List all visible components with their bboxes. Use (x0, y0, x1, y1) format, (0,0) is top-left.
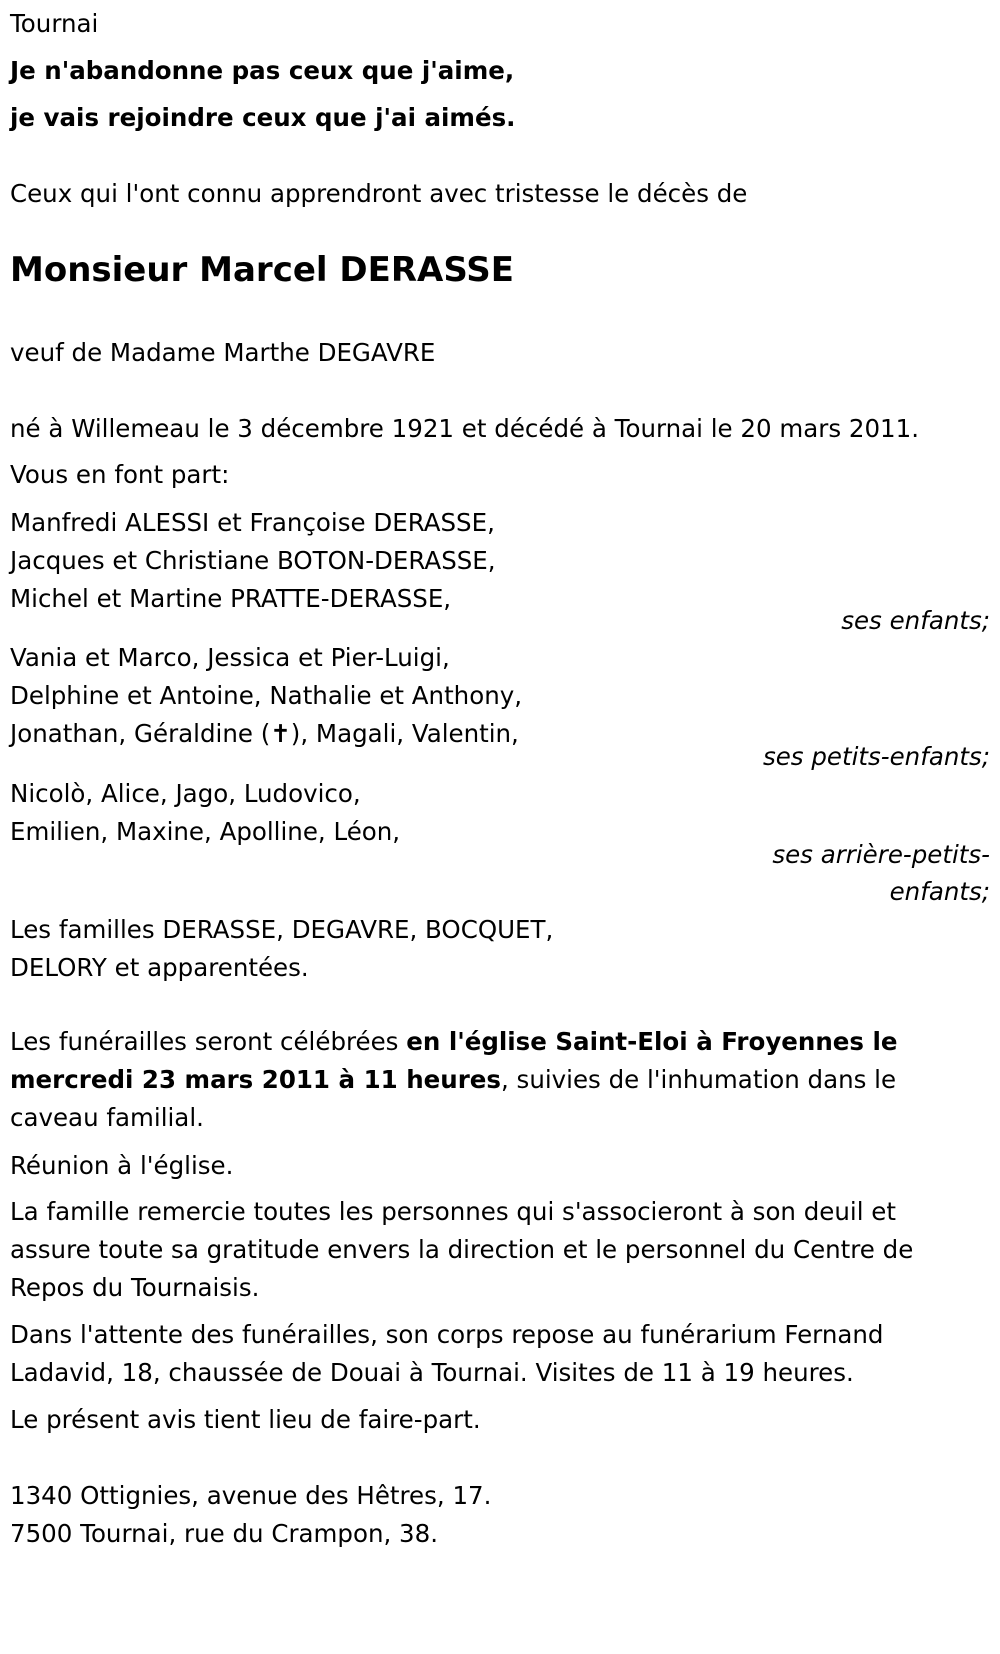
location-heading: Tournai (10, 9, 99, 38)
funeral-location-time: en l'église Saint-Eloi à Froyennes le mercredi 23 mars 2011 à 11 heures (10, 1027, 898, 1094)
great-grandchildren-label-2: enfants; (889, 877, 990, 906)
quote-line-2: je vais rejoindre ceux que j'ai aimés. (10, 103, 516, 132)
widower-of: veuf de Madame Marthe DEGAVRE (10, 338, 436, 367)
birth-death-dates: né à Willemeau le 3 décembre 1921 et décédé à Tournai le 20 mars 2011. (10, 414, 920, 443)
children-line-1: Manfredi ALESSI et Françoise DERASSE, (10, 508, 495, 537)
quote-line-1: Je n'abandonne pas ceux que j'aime, (10, 56, 515, 85)
families-line-1: Les familles DERASSE, DEGAVRE, BOCQUET, (10, 915, 554, 944)
intro-text: Ceux qui l'ont connu apprendront avec tristesse le décès de (10, 179, 748, 208)
children-line-2: Jacques et Christiane BOTON-DERASSE, (10, 546, 496, 575)
grandchildren-line-3: Jonathan, Géraldine (✝), Magali, Valentin, (10, 719, 519, 748)
great-grandchildren-line-2: Emilien, Maxine, Apolline, Léon, (10, 817, 401, 846)
great-grandchildren-line-1: Nicolò, Alice, Jago, Ludovico, (10, 779, 361, 808)
announcement-text: Vous en font part: (10, 460, 230, 489)
children-label: ses enfants; (841, 606, 990, 635)
grandchildren-line-1: Vania et Marco, Jessica et Pier-Luigi, (10, 643, 450, 672)
address-1: 1340 Ottignies, avenue des Hêtres, 17. (10, 1481, 492, 1510)
families-line-2: DELORY et apparentées. (10, 953, 309, 982)
funeral-prefix: Les funérailles seront célébrées (10, 1027, 407, 1056)
grandchildren-label: ses petits-enfants; (762, 742, 990, 771)
meeting-text: Réunion à l'église. (10, 1151, 234, 1180)
viewing-text: Dans l'attente des funérailles, son corps repose au funérarium Fernand Ladavid, 18, chaussée de Douai à Tournai. Visites de 11 à 19 heures. (10, 1320, 884, 1387)
funeral-suffix: , suivies de l'inhumation dans le caveau familial. (10, 1065, 897, 1132)
thanks-text: La famille remercie toutes les personnes qui s'associeront à son deuil et assure toute sa gratitude envers la direction et le personnel du Centre de Repos du Tournaisis. (10, 1197, 914, 1302)
grandchildren-line-2: Delphine et Antoine, Nathalie et Anthony, (10, 681, 523, 710)
notice-text: Le présent avis tient lieu de faire-part. (10, 1405, 481, 1434)
funeral-details (10, 1023, 975, 1137)
deceased-name: Monsieur Marcel DERASSE (10, 250, 515, 290)
great-grandchildren-label-1: ses arrière-petits- (772, 840, 990, 869)
children-line-3: Michel et Martine PRATTE-DERASSE, (10, 584, 452, 613)
address-2: 7500 Tournai, rue du Crampon, 38. (10, 1519, 439, 1548)
